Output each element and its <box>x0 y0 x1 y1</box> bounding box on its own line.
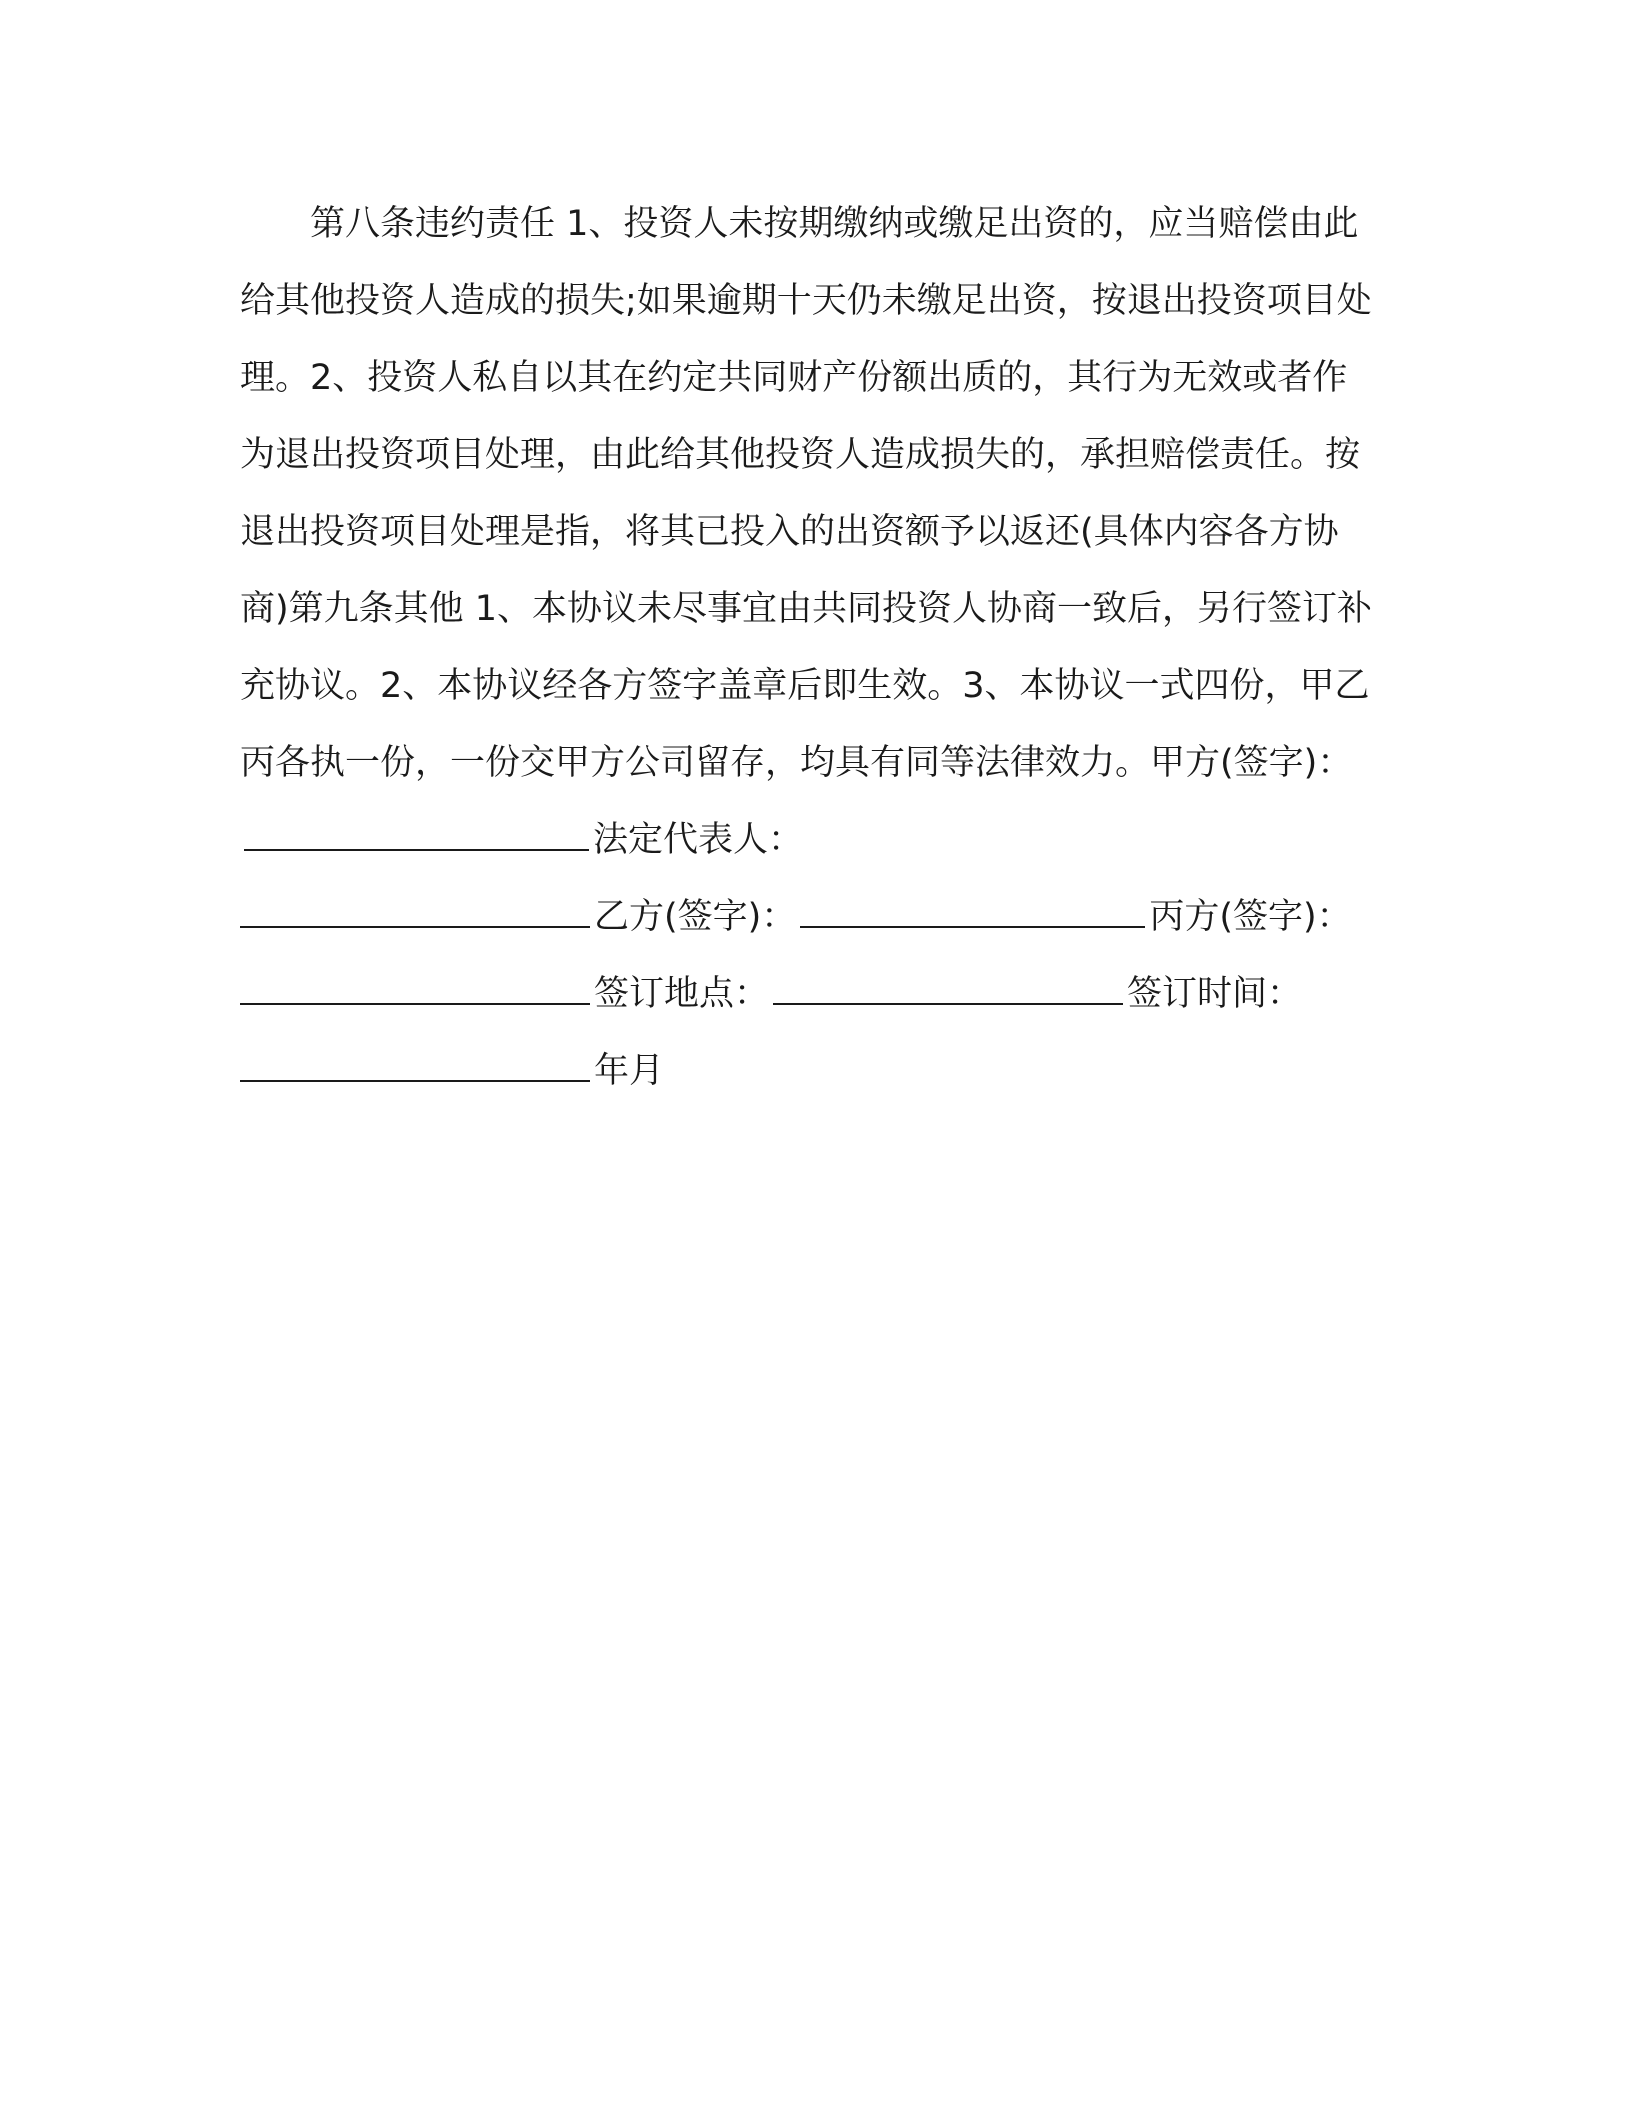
contract-clause-paragraph <box>240 186 1380 879</box>
party-b-signature-blank <box>800 896 1145 928</box>
clause-text: 第八条违约责任 1、投资人未按期缴纳或缴足出资的，应当赔偿由此给其他投资人造成的损失;如果逾期十天仍未缴足出资，按退出投资项目处理。2、投资人私自以其在约定共同财产份额出质的，其行为无效或者作为退出投资项目处理，由此给其他投资人造成损失的，承担赔偿责任。按退出投资项目处理是指，将其已投入的出资额予以返还(具体内容各方协商)第九条其他 1、本协议未尽事宜由共同投资人协商一致后，另行签订补充协议。2、本协议经各方签字盖章后即生效。3、本协议一式四份，甲乙丙各执一份，一份交甲方公司留存，均具有同等法律效力。 <box>240 204 1373 783</box>
date-suffix: 年月 <box>594 1051 665 1091</box>
legal-rep-signature-blank <box>240 896 590 928</box>
document-body <box>240 186 1380 1110</box>
place-label: 签订地点： <box>594 974 770 1014</box>
party-a-label: 甲方(签字)： <box>1150 743 1353 783</box>
party-c-label: 丙方(签字)： <box>1149 897 1352 937</box>
signature-line-2 <box>240 956 1380 1033</box>
party-b-label: 乙方(签字)： <box>594 897 797 937</box>
party-c-signature-blank <box>240 973 590 1005</box>
signature-line-3 <box>240 1033 1380 1110</box>
time-label: 签订时间： <box>1127 974 1303 1014</box>
legal-rep-label: 法定代表人： <box>593 820 804 860</box>
party-a-signature-blank <box>244 819 589 851</box>
place-blank <box>773 973 1123 1005</box>
signature-line-1 <box>240 879 1380 956</box>
date-blank <box>240 1050 590 1082</box>
